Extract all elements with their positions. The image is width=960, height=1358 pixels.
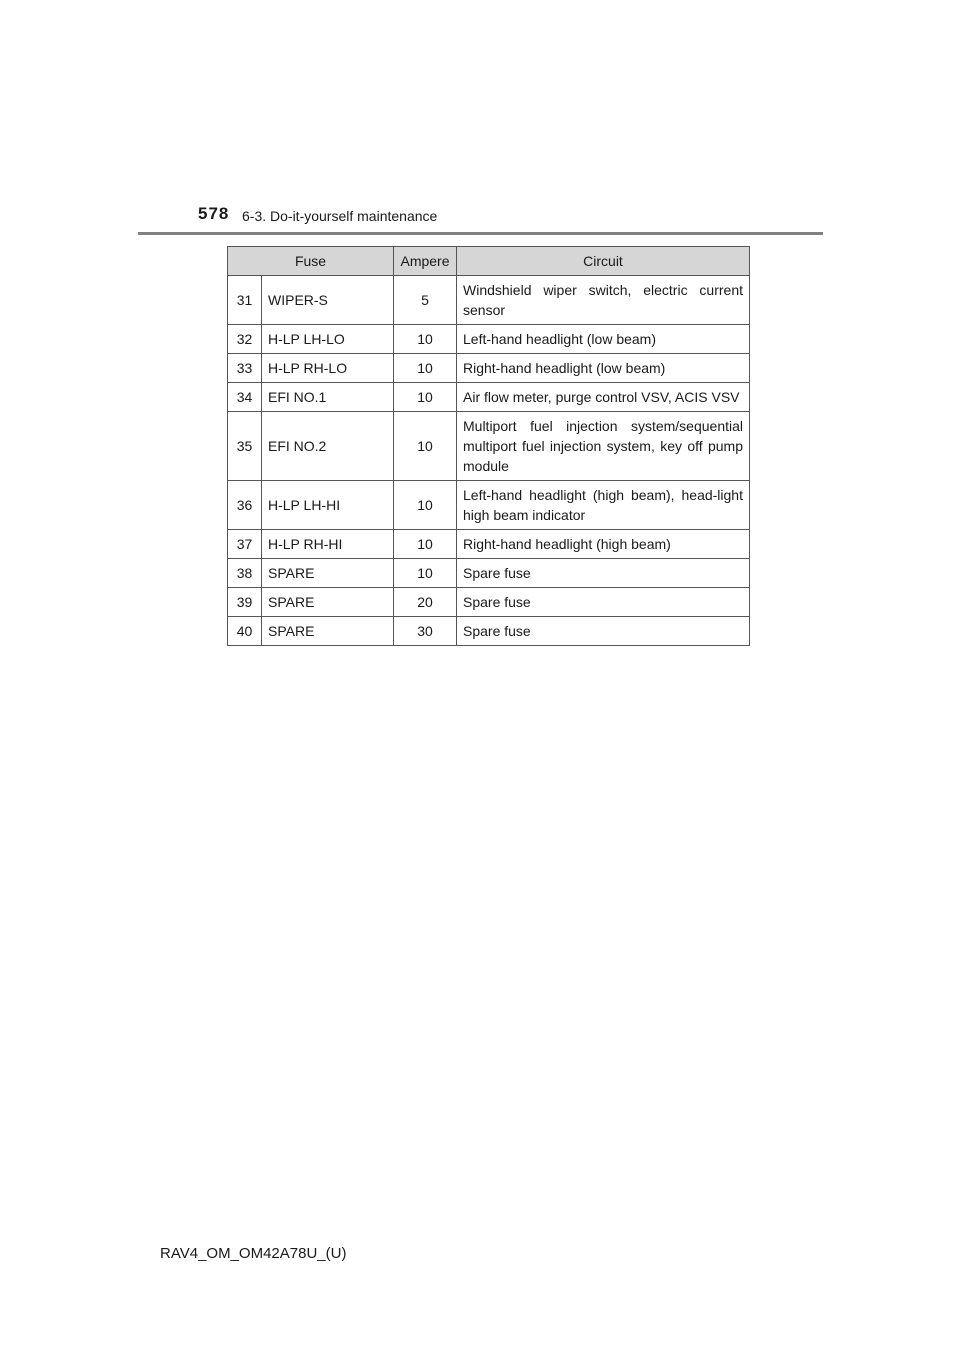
fuse-circuit: Spare fuse — [457, 588, 750, 617]
table-row — [228, 354, 750, 383]
fuse-number: 31 — [228, 276, 262, 325]
page-number: 578 — [198, 204, 230, 223]
document-code: RAV4_OM_OM42A78U_(U) — [160, 1245, 347, 1262]
fuse-number: 35 — [228, 412, 262, 481]
fuse-ampere: 10 — [394, 481, 457, 530]
fuse-number: 36 — [228, 481, 262, 530]
table-header-row — [228, 247, 750, 276]
fuse-name: H-LP LH-LO — [262, 325, 394, 354]
fuse-ampere: 30 — [394, 617, 457, 646]
fuse-circuit: Windshield wiper switch, electric current sensor — [457, 276, 750, 325]
fuse-name: H-LP RH-LO — [262, 354, 394, 383]
fuse-name: WIPER-S — [262, 276, 394, 325]
fuse-name: H-LP RH-HI — [262, 530, 394, 559]
fuse-circuit: Right-hand headlight (high beam) — [457, 530, 750, 559]
fuse-ampere: 20 — [394, 588, 457, 617]
table-row — [228, 588, 750, 617]
column-header-circuit: Circuit — [457, 247, 750, 276]
fuse-number: 40 — [228, 617, 262, 646]
fuse-circuit: Left-hand headlight (low beam) — [457, 325, 750, 354]
fuse-ampere: 10 — [394, 354, 457, 383]
table-row — [228, 481, 750, 530]
fuse-ampere: 5 — [394, 276, 457, 325]
table-row — [228, 412, 750, 481]
table-row — [228, 276, 750, 325]
fuse-circuit: Left-hand headlight (high beam), head-light high beam indicator — [457, 481, 750, 530]
fuse-ampere: 10 — [394, 412, 457, 481]
fuse-name: H-LP LH-HI — [262, 481, 394, 530]
page-header — [198, 204, 818, 234]
fuse-name: SPARE — [262, 559, 394, 588]
fuse-name: SPARE — [262, 588, 394, 617]
table-row — [228, 559, 750, 588]
fuse-name: SPARE — [262, 617, 394, 646]
fuse-number: 38 — [228, 559, 262, 588]
fuse-circuit: Multiport fuel injection system/sequential multiport fuel injection system, key off pump module — [457, 412, 750, 481]
column-header-ampere: Ampere — [394, 247, 457, 276]
fuse-name: EFI NO.1 — [262, 383, 394, 412]
table-row — [228, 325, 750, 354]
table-row — [228, 383, 750, 412]
fuse-number: 32 — [228, 325, 262, 354]
section-title: 6-3. Do-it-yourself maintenance — [242, 208, 438, 224]
fuse-circuit: Air flow meter, purge control VSV, ACIS VSV — [457, 383, 750, 412]
fuse-ampere: 10 — [394, 530, 457, 559]
fuse-circuit: Right-hand headlight (low beam) — [457, 354, 750, 383]
fuse-number: 33 — [228, 354, 262, 383]
fuse-name: EFI NO.2 — [262, 412, 394, 481]
fuse-circuit: Spare fuse — [457, 617, 750, 646]
fuse-number: 34 — [228, 383, 262, 412]
fuse-number: 37 — [228, 530, 262, 559]
fuse-ampere: 10 — [394, 559, 457, 588]
header-divider — [138, 232, 823, 235]
fuse-number: 39 — [228, 588, 262, 617]
fuse-ampere: 10 — [394, 383, 457, 412]
table-row — [228, 530, 750, 559]
fuse-ampere: 10 — [394, 325, 457, 354]
table-row — [228, 617, 750, 646]
column-header-fuse: Fuse — [228, 247, 394, 276]
fuse-circuit: Spare fuse — [457, 559, 750, 588]
fuse-table — [227, 246, 750, 646]
